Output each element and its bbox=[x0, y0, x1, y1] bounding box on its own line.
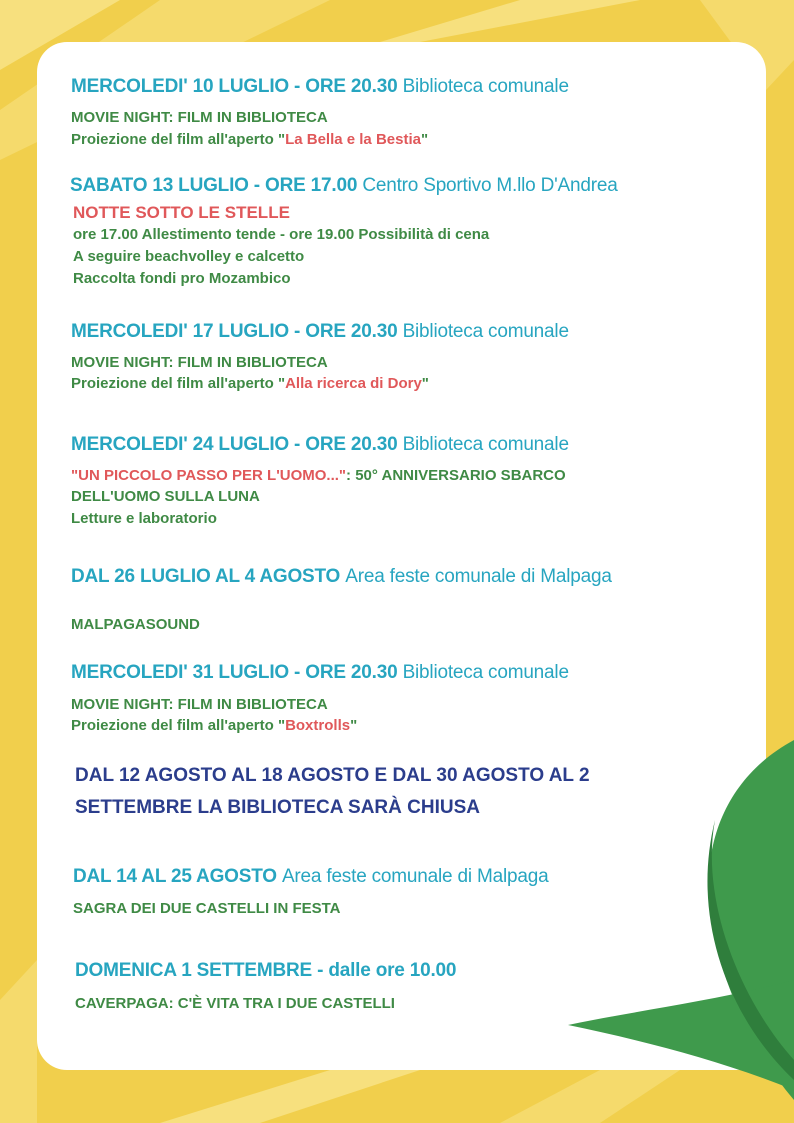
event-1-date: MERCOLEDI' 10 LUGLIO - ORE 20.30 bbox=[71, 76, 398, 97]
event-5-heading bbox=[71, 566, 612, 588]
event-1-film: La Bella e la Bestia bbox=[285, 131, 421, 148]
event-7-date: DAL 14 AL 25 AGOSTO bbox=[73, 866, 277, 887]
event-2-title: NOTTE SOTTO LE STELLE bbox=[73, 203, 290, 222]
event-6-place: Biblioteca comunale bbox=[402, 662, 569, 683]
event-2-place: Centro Sportivo M.llo D'Andrea bbox=[362, 175, 618, 196]
event-6-date: MERCOLEDI' 31 LUGLIO - ORE 20.30 bbox=[71, 662, 398, 683]
event-3-description: Proiezione del film all'aperto "Alla ricerca di Dory" bbox=[71, 375, 429, 392]
event-6-heading bbox=[71, 662, 569, 684]
event-2-line-2: A seguire beachvolley e calcetto bbox=[73, 248, 305, 265]
event-5-title: MALPAGASOUND bbox=[71, 616, 200, 633]
event-4-place: Biblioteca comunale bbox=[402, 434, 569, 455]
event-1-title: MOVIE NIGHT: FILM IN BIBLIOTECA bbox=[71, 109, 328, 126]
event-3-film: Alla ricerca di Dory bbox=[285, 375, 422, 392]
library-closed-notice-line-1: DAL 12 AGOSTO AL 18 AGOSTO E DAL 30 AGOSTO AL 2 bbox=[75, 765, 590, 786]
event-4-heading bbox=[71, 434, 569, 456]
event-3-heading bbox=[71, 321, 569, 343]
event-7-heading bbox=[73, 866, 548, 888]
event-3-title: MOVIE NIGHT: FILM IN BIBLIOTECA bbox=[71, 354, 328, 371]
event-6-film: Boxtrolls bbox=[285, 717, 351, 734]
event-2-date: SABATO 13 LUGLIO - ORE 17.00 bbox=[70, 175, 358, 196]
event-6-description: Proiezione del film all'aperto "Boxtrolls" bbox=[71, 717, 358, 734]
event-4-title-quote: "UN PICCOLO PASSO PER L'UOMO..." bbox=[71, 467, 347, 484]
event-5-place: Area feste comunale di Malpaga bbox=[345, 566, 612, 587]
event-2-line-1: ore 17.00 Allestimento tende - ore 19.00 Possibilità di cena bbox=[73, 226, 490, 243]
event-7-place: Area feste comunale di Malpaga bbox=[281, 866, 549, 887]
event-8-heading: DOMENICA 1 SETTEMBRE - dalle ore 10.00 bbox=[75, 960, 457, 981]
event-4-date: MERCOLEDI' 24 LUGLIO - ORE 20.30 bbox=[71, 434, 398, 455]
event-6-title: MOVIE NIGHT: FILM IN BIBLIOTECA bbox=[71, 696, 328, 713]
event-3-date: MERCOLEDI' 17 LUGLIO - ORE 20.30 bbox=[71, 321, 398, 342]
event-4-line-1: Letture e laboratorio bbox=[71, 510, 217, 527]
event-5-date: DAL 26 LUGLIO AL 4 AGOSTO bbox=[71, 566, 341, 587]
event-1-place: Biblioteca comunale bbox=[402, 76, 569, 97]
event-8-title: CAVERPAGA: C'È VITA TRA I DUE CASTELLI bbox=[75, 995, 395, 1012]
event-4-title: "UN PICCOLO PASSO PER L'UOMO...": 50° ANNIVERSARIO SBARCO bbox=[71, 467, 566, 484]
event-4-title-line-2: DELL'UOMO SULLA LUNA bbox=[71, 488, 260, 505]
event-1-heading bbox=[71, 76, 569, 98]
event-7-title: SAGRA DEI DUE CASTELLI IN FESTA bbox=[73, 900, 341, 917]
event-2-line-3: Raccolta fondi pro Mozambico bbox=[73, 270, 291, 287]
library-closed-notice-line-2: SETTEMBRE LA BIBLIOTECA SARÀ CHIUSA bbox=[75, 797, 480, 818]
event-2-heading bbox=[70, 175, 618, 197]
event-1-description: Proiezione del film all'aperto "La Bella e la Bestia" bbox=[71, 131, 429, 148]
event-3-place: Biblioteca comunale bbox=[402, 321, 569, 342]
